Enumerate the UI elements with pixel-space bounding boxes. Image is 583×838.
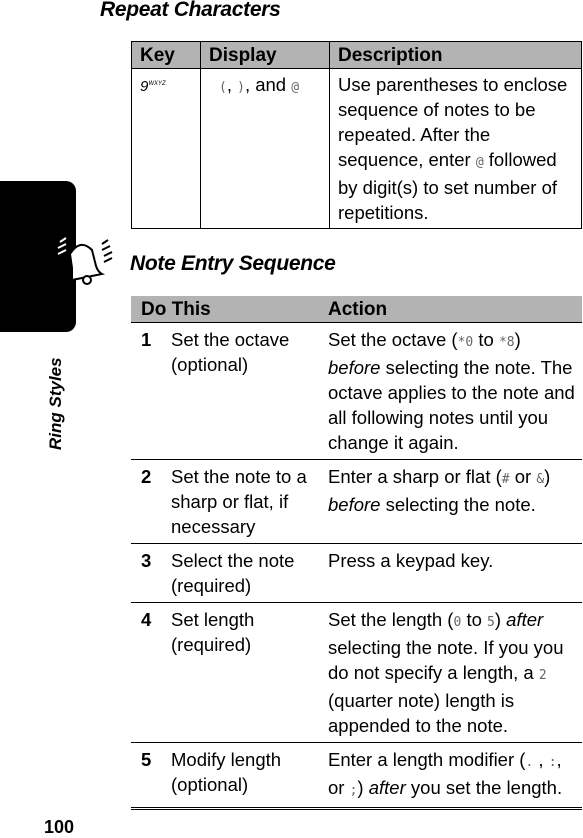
step-do: Modify length (optional) (165, 743, 322, 809)
note-entry-table (131, 296, 582, 810)
header-action: Action (322, 296, 582, 323)
table-row (131, 603, 582, 743)
ringing-bell-icon (50, 232, 114, 292)
step-number: 3 (131, 544, 165, 603)
step-do: Set the octave (optional) (165, 323, 322, 460)
header-do-this: Do This (131, 296, 322, 323)
step-number: 1 (131, 323, 165, 460)
table-row (131, 460, 582, 544)
key-cell (132, 69, 201, 229)
display-cell: (, ), and @ (201, 69, 330, 229)
section-title-repeat-characters: Repeat Characters (100, 0, 281, 21)
step-do: Select the note (required) (165, 544, 322, 603)
header-description: Description (330, 42, 582, 69)
step-action: Press a keypad key. (322, 544, 582, 603)
header-display: Display (201, 42, 330, 69)
step-number: 4 (131, 603, 165, 743)
table-row (131, 544, 582, 603)
step-action: Enter a length modifier (. , :, or ;) after you set the length. (322, 743, 582, 809)
table-row (131, 743, 582, 809)
step-number: 5 (131, 743, 165, 809)
repeat-characters-table (131, 41, 582, 229)
step-do: Set the note to a sharp or flat, if necessary (165, 460, 322, 544)
description-cell: Use parentheses to enclose sequence of notes to be repeated. After the sequence, enter @ followed by digit(s) to set number of repetitions. (330, 69, 582, 229)
step-number: 2 (131, 460, 165, 544)
header-key: Key (132, 42, 201, 69)
table-row (132, 69, 582, 229)
step-do: Set length (required) (165, 603, 322, 743)
page-number: 100 (44, 817, 75, 837)
step-action: Set the octave (*0 to *8) before selecting the note. The octave applies to the note and all following notes until you change it again. (322, 323, 582, 460)
section-title-note-entry: Note Entry Sequence (130, 252, 336, 275)
key-9-icon: $9^{WXYZ}$ (140, 78, 166, 95)
step-action: Set the length (0 to 5) after selecting the note. If you you do not specify a length, a 2 (quarter note) length is appended to the note. (322, 603, 582, 743)
table-header-row (131, 296, 582, 323)
table-row (131, 323, 582, 460)
table-header-row (132, 42, 582, 69)
step-action: Enter a sharp or flat (# or &) before selecting the note. (322, 460, 582, 544)
